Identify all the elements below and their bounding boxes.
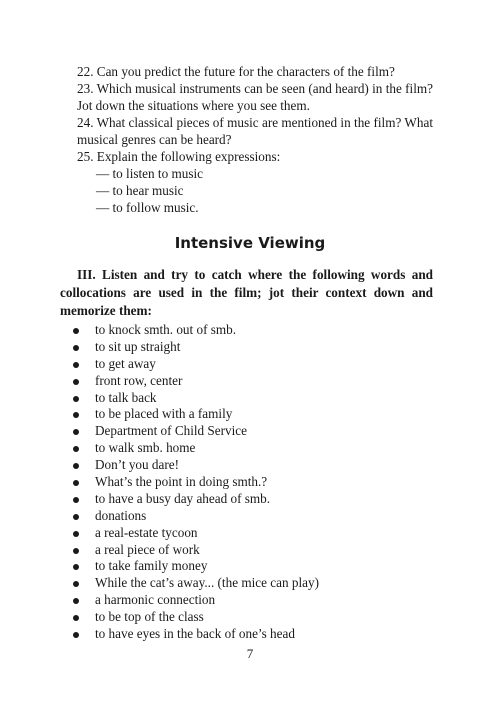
list-item <box>72 474 319 491</box>
vocab-text: to have eyes in the back of one’s head <box>95 626 295 642</box>
list-item <box>72 558 319 575</box>
vocab-text: to have a busy day ahead of smb. <box>95 490 271 506</box>
task-instruction-text: III. Listen and try to catch where the following words and collocations are used in the film; jot their context down and memorize them: <box>60 267 433 318</box>
bullet-icon <box>73 362 79 368</box>
question-25 <box>60 148 433 165</box>
expression-list <box>96 165 203 216</box>
vocab-text: a real piece of work <box>95 541 200 557</box>
expression-item: — to follow music. <box>96 200 199 215</box>
list-item <box>72 491 319 508</box>
list-item <box>72 390 319 407</box>
list-item <box>72 575 319 592</box>
list-item <box>72 525 319 542</box>
bullet-icon <box>73 345 79 351</box>
question-23-text: 23. Which musical instruments can be seen (and heard) in the film? Jot down the situations where you see them. <box>77 81 433 113</box>
vocab-text: to take family money <box>95 558 208 574</box>
list-item <box>72 339 319 356</box>
bullet-icon <box>73 480 79 486</box>
bullet-icon <box>73 632 79 638</box>
question-25-text: 25. Explain the following expressions: <box>77 149 281 164</box>
bullet-icon <box>73 429 79 435</box>
bullet-icon <box>73 497 79 503</box>
question-22 <box>60 63 433 80</box>
bullet-icon <box>73 548 79 554</box>
list-item <box>72 457 319 474</box>
vocab-text: to knock smth. out of smb. <box>95 322 237 337</box>
question-23 <box>60 80 433 114</box>
bullet-icon <box>73 531 79 537</box>
list-item <box>72 542 319 559</box>
bullet-icon <box>73 328 79 334</box>
question-24-text: 24. What classical pieces of music are mentioned in the film? What musical genres can be heard? <box>77 115 433 147</box>
vocab-text: Don’t you dare! <box>95 457 179 473</box>
list-item <box>72 406 319 423</box>
question-22-text: 22. Can you predict the future for the characters of the film? <box>77 64 395 79</box>
bullet-icon <box>73 581 79 587</box>
list-item <box>72 423 319 440</box>
vocab-text: to be top of the class <box>95 609 204 625</box>
list-item <box>72 609 319 626</box>
vocab-text: to be placed with a family <box>95 406 233 422</box>
list-item <box>72 626 319 643</box>
task-instruction <box>60 266 433 320</box>
vocab-text: to sit up straight <box>95 338 181 354</box>
vocab-text: While the cat’s away... (the mice can play) <box>95 575 319 591</box>
vocab-text: Department of Child Service <box>95 423 247 439</box>
bullet-icon <box>73 463 79 469</box>
bullet-icon <box>73 598 79 604</box>
bullet-icon <box>73 615 79 621</box>
bullet-icon <box>73 379 79 385</box>
bullet-icon <box>73 446 79 452</box>
list-item <box>72 322 319 339</box>
vocab-text: a harmonic connection <box>95 592 216 608</box>
bullet-icon <box>73 514 79 520</box>
expression-item: — to listen to music <box>96 166 203 181</box>
bullet-icon <box>73 564 79 570</box>
list-item <box>72 373 319 390</box>
bullet-icon <box>73 396 79 402</box>
vocab-text: to walk smb. home <box>95 440 196 456</box>
list-item <box>72 440 319 457</box>
vocab-text: to get away <box>95 355 156 371</box>
vocab-text: a real-estate tycoon <box>95 524 198 540</box>
vocabulary-list <box>72 322 319 643</box>
vocab-text: donations <box>95 507 147 523</box>
section-heading: Intensive Viewing <box>174 234 326 252</box>
vocab-text: front row, center <box>95 372 183 388</box>
list-item <box>72 356 319 373</box>
bullet-icon <box>73 412 79 418</box>
vocab-text: to talk back <box>95 389 157 405</box>
list-item <box>72 508 319 525</box>
expression-item: — to hear music <box>96 183 184 198</box>
list-item <box>72 592 319 609</box>
vocab-text: What’s the point in doing smth.? <box>95 474 268 490</box>
page-number: 7 <box>246 646 254 661</box>
question-24 <box>60 114 433 148</box>
